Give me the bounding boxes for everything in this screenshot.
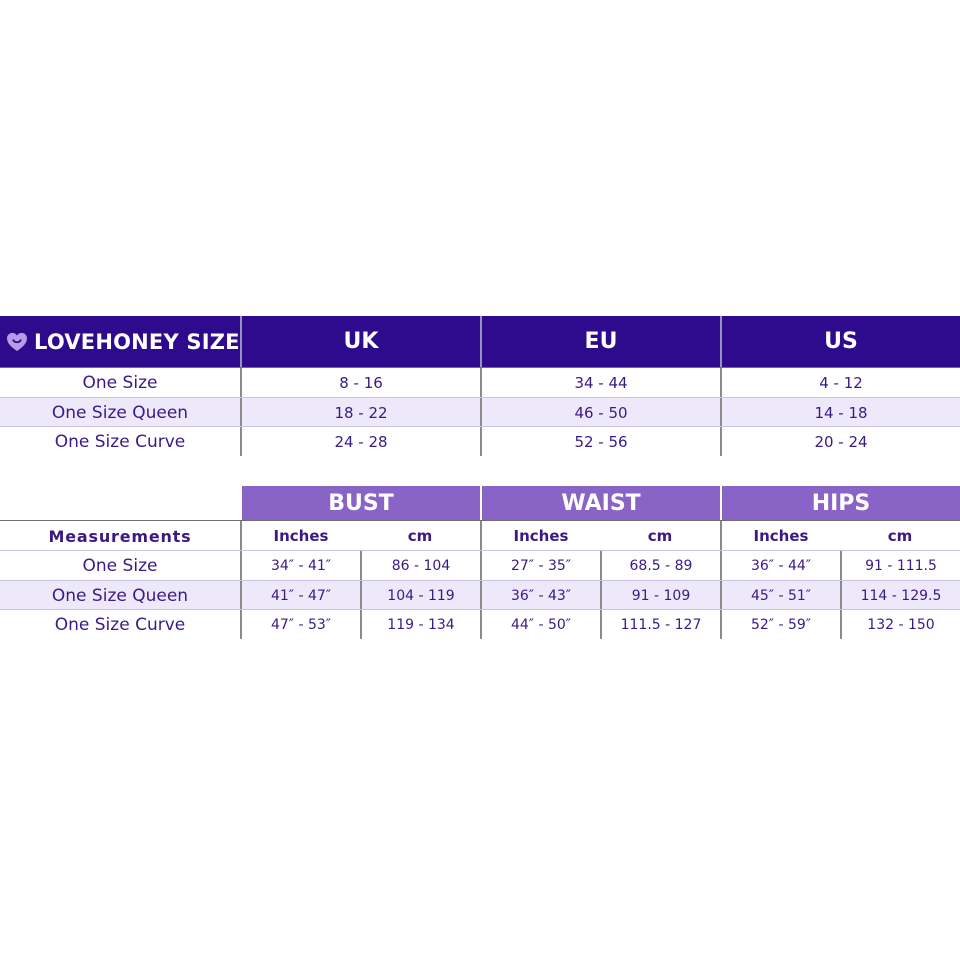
bust-inches-value: 34″ - 41″ [240, 551, 360, 580]
hips-cm-value: 91 - 111.5 [840, 551, 960, 580]
table-row [0, 550, 960, 580]
bust-inches-header: Inches [240, 521, 360, 551]
row-label: One Size [82, 372, 158, 393]
bust-cm-value: 119 - 134 [360, 610, 480, 639]
waist-cm-header: cm [647, 527, 673, 545]
row-label: One Size [82, 555, 158, 576]
bust-cm-header: cm [407, 527, 433, 545]
hips-inches-header: Inches [720, 521, 840, 551]
uk-value: 8 - 16 [240, 368, 480, 397]
waist-inches-header: Inches [480, 521, 600, 551]
header-spacer [0, 486, 240, 520]
hips-cm-value: 132 - 150 [840, 610, 960, 639]
waist-inches-value: 44″ - 50″ [480, 610, 600, 639]
column-eu: EU [480, 316, 720, 367]
waist-cm-value: 68.5 - 89 [600, 551, 720, 580]
column-hips: HIPS [720, 486, 960, 520]
uk-value: 18 - 22 [240, 398, 480, 427]
eu-value: 46 - 50 [480, 398, 720, 427]
table-row [0, 609, 960, 639]
waist-cm-value: 91 - 109 [600, 581, 720, 610]
row-label: One Size Curve [54, 614, 186, 635]
column-waist: WAIST [480, 486, 720, 520]
measure-units-row [0, 520, 960, 551]
brand-label: LOVEHONEY SIZE [34, 329, 240, 354]
us-value: 14 - 18 [720, 398, 960, 427]
table-row [0, 426, 960, 456]
uk-value: 24 - 28 [240, 427, 480, 456]
row-label: One Size Curve [54, 431, 186, 452]
us-value: 20 - 24 [720, 427, 960, 456]
measurements-label: Measurements [48, 526, 192, 546]
column-us: US [720, 316, 960, 367]
waist-inches-value: 36″ - 43″ [480, 581, 600, 610]
hips-cm-header: cm [887, 527, 913, 545]
hips-cm-value: 114 - 129.5 [840, 581, 960, 610]
brand-header-cell [0, 316, 240, 367]
eu-value: 52 - 56 [480, 427, 720, 456]
table-row [0, 580, 960, 610]
table-row [0, 397, 960, 427]
column-bust: BUST [240, 486, 480, 520]
waist-inches-value: 27″ - 35″ [480, 551, 600, 580]
table-row [0, 367, 960, 397]
heart-icon [6, 332, 28, 352]
hips-inches-value: 36″ - 44″ [720, 551, 840, 580]
bust-inches-value: 47″ - 53″ [240, 610, 360, 639]
bust-inches-value: 41″ - 47″ [240, 581, 360, 610]
row-label: One Size Queen [51, 585, 189, 606]
eu-value: 34 - 44 [480, 368, 720, 397]
measure-table-header [0, 486, 960, 520]
bust-cm-value: 104 - 119 [360, 581, 480, 610]
hips-inches-value: 45″ - 51″ [720, 581, 840, 610]
us-value: 4 - 12 [720, 368, 960, 397]
bust-cm-value: 86 - 104 [360, 551, 480, 580]
row-label: One Size Queen [51, 402, 189, 423]
size-table-header [0, 316, 960, 367]
hips-inches-value: 52″ - 59″ [720, 610, 840, 639]
waist-cm-value: 111.5 - 127 [600, 610, 720, 639]
column-uk: UK [240, 316, 480, 367]
